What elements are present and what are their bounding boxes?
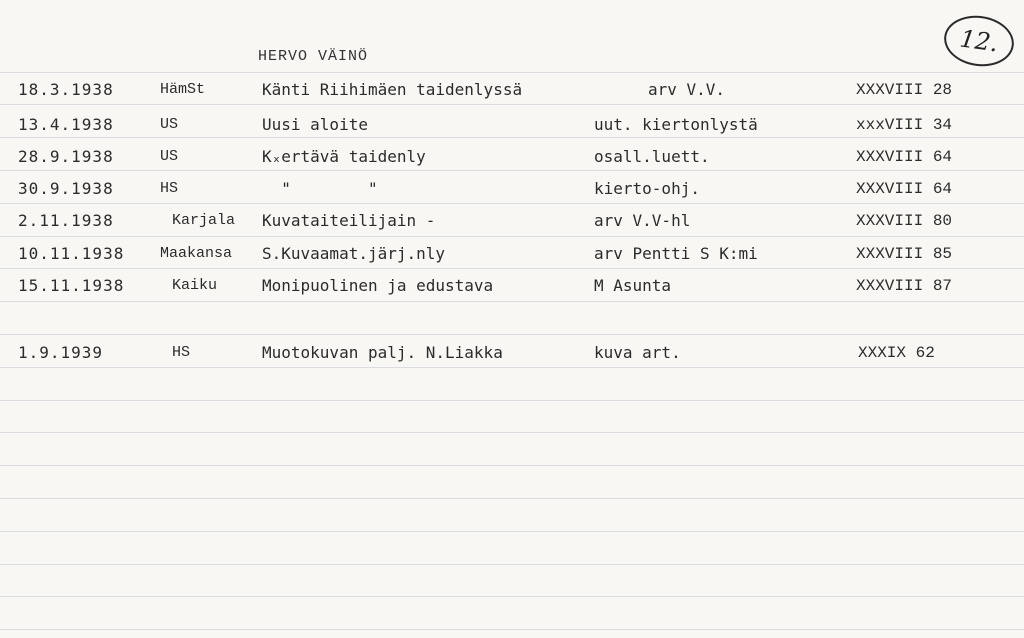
ruled-line bbox=[0, 629, 1024, 630]
entry-note: osall.luett. bbox=[594, 147, 710, 166]
entry-source: Karjala bbox=[172, 212, 236, 229]
entry-note: kierto-ohj. bbox=[594, 179, 700, 198]
ruled-line bbox=[0, 596, 1024, 597]
ruled-line bbox=[0, 301, 1024, 302]
entry-date: 28.9.1938 bbox=[18, 147, 114, 166]
entry-date: 1.9.1939 bbox=[18, 343, 104, 362]
entry-source: HS bbox=[172, 344, 191, 361]
entry-note: arv Pentti S K:mi bbox=[594, 244, 758, 263]
entry-ref: XXXVIII 64 bbox=[856, 180, 953, 198]
ruled-line bbox=[0, 170, 1024, 171]
entry-row bbox=[0, 341, 1024, 365]
entry-ref: XXXVIII 64 bbox=[856, 148, 953, 166]
entry-ref: XXXVIII 87 bbox=[856, 277, 953, 295]
ruled-line bbox=[0, 236, 1024, 237]
entry-date: 2.11.1938 bbox=[18, 211, 114, 230]
entry-title: Muotokuvan palj. N.Liakka bbox=[262, 343, 503, 362]
entry-row bbox=[0, 145, 1024, 169]
entry-ref: xxxVIII 34 bbox=[856, 116, 953, 134]
ruled-line bbox=[0, 400, 1024, 401]
entry-row bbox=[0, 242, 1024, 266]
entry-ref: XXXVIII 85 bbox=[856, 245, 953, 263]
entry-title: Kuvataiteilijain - bbox=[262, 211, 436, 230]
entry-note: kuva art. bbox=[594, 343, 681, 362]
entry-title-ditto: " " bbox=[262, 179, 378, 198]
entry-note: uut. kiertonlystä bbox=[594, 115, 758, 134]
entry-row bbox=[0, 274, 1024, 298]
entry-date: 15.11.1938 bbox=[18, 276, 125, 295]
entry-source: US bbox=[160, 148, 179, 165]
entry-row bbox=[0, 113, 1024, 137]
ruled-line bbox=[0, 104, 1024, 105]
ruled-line bbox=[0, 465, 1024, 466]
card-header-name: HERVO VÄINÖ bbox=[258, 48, 369, 65]
ruled-line bbox=[0, 203, 1024, 204]
entry-source: HS bbox=[160, 180, 179, 197]
ruled-line bbox=[0, 531, 1024, 532]
entry-date: 30.9.1938 bbox=[18, 179, 114, 198]
entry-date: 10.11.1938 bbox=[18, 244, 125, 263]
entry-note: M Asunta bbox=[594, 276, 672, 295]
entry-source: HämSt bbox=[160, 81, 206, 98]
entry-ref: XXXVIII 28 bbox=[856, 81, 953, 99]
entry-note: arv V.V. bbox=[648, 80, 726, 99]
ruled-line bbox=[0, 432, 1024, 433]
ruled-line bbox=[0, 367, 1024, 368]
ruled-line bbox=[0, 268, 1024, 269]
ruled-line bbox=[0, 72, 1024, 73]
entry-title: S.Kuvaamat.järj.nly bbox=[262, 244, 446, 263]
ruled-line bbox=[0, 564, 1024, 565]
entry-date: 13.4.1938 bbox=[18, 115, 114, 134]
card-number-circled: 12. bbox=[941, 11, 1017, 70]
entry-row bbox=[0, 209, 1024, 233]
entry-source: Kaiku bbox=[172, 277, 218, 294]
ruled-line bbox=[0, 334, 1024, 335]
ruled-line bbox=[0, 498, 1024, 499]
entry-row bbox=[0, 177, 1024, 201]
entry-source: US bbox=[160, 116, 179, 133]
entry-date: 18.3.1938 bbox=[18, 80, 114, 99]
entry-ref: XXXVIII 80 bbox=[856, 212, 953, 230]
entry-note: arv V.V-hl bbox=[594, 211, 691, 230]
entry-title: Uusi aloite bbox=[262, 115, 368, 134]
entry-ref: XXXIX 62 bbox=[858, 344, 935, 362]
entry-source: Maakansa bbox=[160, 245, 233, 262]
entry-title: Monipuolinen ja edustava bbox=[262, 276, 494, 295]
entry-title: Kₓertävä taidenly bbox=[262, 147, 426, 166]
entry-title: Känti Riihimäen taidenlyssä bbox=[262, 80, 523, 99]
ruled-line bbox=[0, 137, 1024, 138]
entry-row bbox=[0, 78, 1024, 102]
